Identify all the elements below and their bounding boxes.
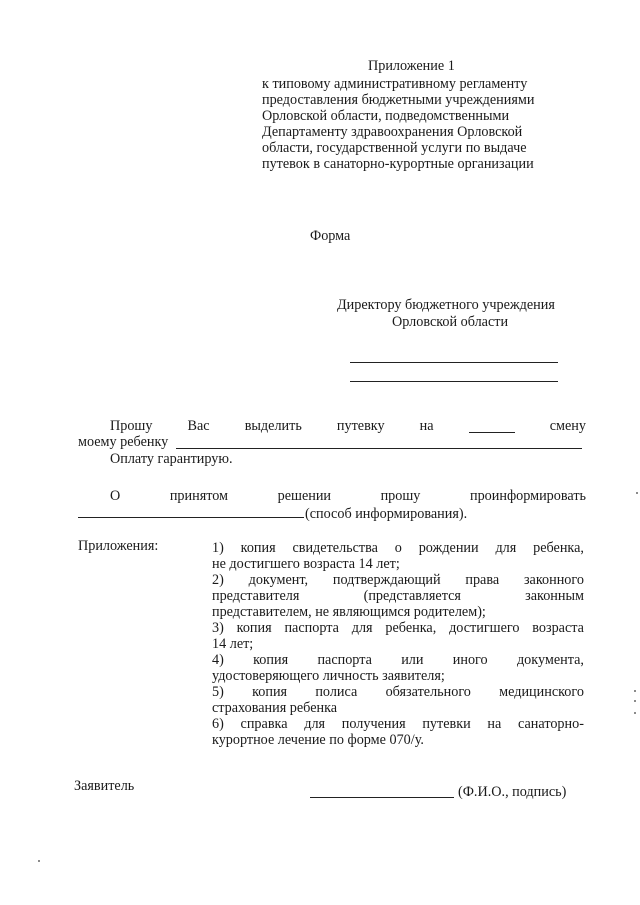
addressee-line-1: Директору бюджетного учреждения [337, 297, 555, 313]
attachment-item: 4) копия паспорта или иного документа, удостоверяющего личность заявителя; [212, 652, 584, 684]
child-name-blank[interactable] [176, 448, 582, 449]
request-line-1 [110, 418, 586, 434]
payment-guarantee: Оплату гарантирую. [110, 451, 233, 467]
form-label: Форма [310, 228, 351, 244]
inform-word: решении [277, 488, 332, 504]
addressee-blank-2[interactable] [350, 381, 558, 382]
scan-speck [634, 700, 636, 702]
inform-word: проинформировать [469, 488, 586, 504]
inform-line-1 [110, 488, 586, 504]
request-word: смену [549, 418, 586, 434]
shift-blank[interactable] [469, 418, 515, 433]
scan-speck [634, 712, 636, 714]
request-word: выделить [244, 418, 302, 434]
scan-speck [38, 860, 40, 862]
attachments-label: Приложения: [78, 538, 159, 554]
attachment-item: 5) копия полиса обязательного медицинского страхования ребенка [212, 684, 584, 716]
header-line: области, государственной услуги по выдаче [262, 140, 527, 156]
applicant-label: Заявитель [74, 778, 135, 794]
addressee-blank-1[interactable] [350, 362, 558, 363]
request-line-2: моему ребенку [78, 434, 169, 450]
header-line: к типовому административному регламенту [262, 76, 528, 92]
signature-blank[interactable] [310, 797, 454, 798]
scan-speck [634, 690, 636, 692]
scan-speck [636, 492, 638, 494]
attachment-item: 6) справка для получения путевки на санаторно- курортное лечение по форме 070/у. [212, 716, 584, 748]
attachment-item: 2) документ, подтверждающий права законного представителя (представляется законным представителем, не являющимся родителем); [212, 572, 584, 620]
header-line: Департаменту здравоохранения Орловской [262, 124, 523, 140]
signature-caption: (Ф.И.О., подпись) [458, 784, 567, 800]
attachment-item: 3) копия паспорта для ребенка, достигшего возраста 14 лет; [212, 620, 584, 652]
attachment-item: 1) копия свидетельства о рождении для ребенка, не достигшего возраста 14 лет; [212, 540, 584, 572]
appendix-header-lines [262, 76, 534, 172]
inform-word: О [110, 488, 121, 504]
request-word: Прошу [110, 418, 153, 434]
inform-method-caption: (способ информирования). [305, 506, 468, 522]
inform-word: принятом [169, 488, 229, 504]
header-line: Орловской области, подведомственными [262, 108, 510, 124]
attachments-list [212, 540, 584, 748]
header-line: путевок в санаторно-курортные организации [262, 156, 534, 172]
addressee-line-2: Орловской области [392, 314, 509, 330]
inform-method-blank[interactable] [78, 517, 304, 518]
inform-word: прошу [380, 488, 421, 504]
appendix-title: Приложение 1 [368, 58, 455, 74]
header-line: предоставления бюджетными учреждениями [262, 92, 535, 108]
request-word: на [419, 418, 434, 434]
request-word: путевку [336, 418, 385, 434]
request-word: Вас [187, 418, 210, 434]
